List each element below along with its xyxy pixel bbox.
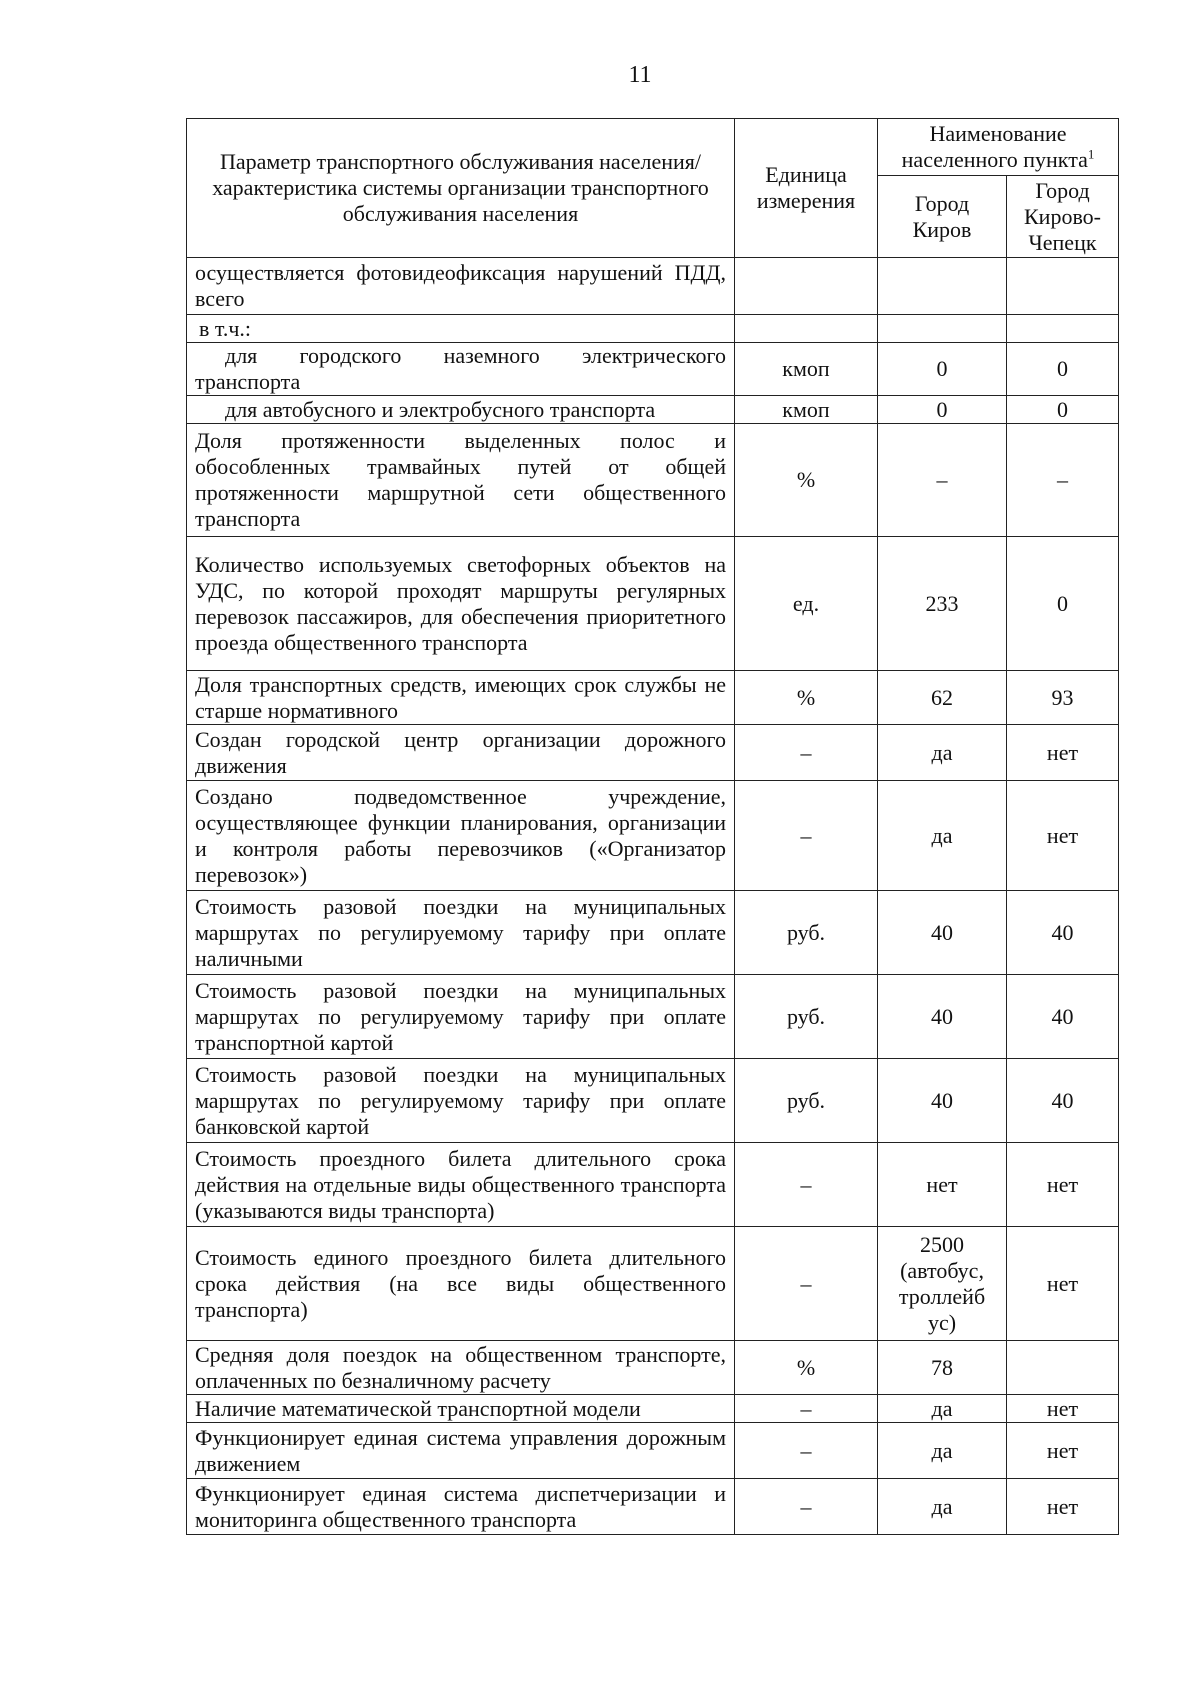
row-unit: – xyxy=(735,781,878,891)
row-unit xyxy=(735,258,878,315)
row-value-kirovo-chepetsk: 0 xyxy=(1007,537,1119,671)
row-value-kirovo-chepetsk: 40 xyxy=(1007,891,1119,975)
row-value-kirov: да xyxy=(878,1479,1007,1535)
row-value-kirov: – xyxy=(878,424,1007,537)
row-unit: руб. xyxy=(735,1059,878,1143)
row-value-kirov: 0 xyxy=(878,343,1007,396)
table-row xyxy=(187,781,1119,891)
table-row xyxy=(187,975,1119,1059)
table-row xyxy=(187,1395,1119,1423)
row-param: Стоимость проездного билета длительного срока действия на отдельные виды общественного транспорта (указываются виды транспорта) xyxy=(187,1143,735,1227)
row-unit: % xyxy=(735,671,878,725)
row-value-kirovo-chepetsk: нет xyxy=(1007,1423,1119,1479)
row-param: Количество используемых светофорных объектов на УДС, по которой проходят маршруты регулярных перевозок пассажиров, для обеспечения приоритетного проезда общественного транспорта xyxy=(187,537,735,671)
row-param: Стоимость разовой поездки на муниципальных маршрутах по регулируемому тарифу при оплате банковской картой xyxy=(187,1059,735,1143)
row-value-kirov: 78 xyxy=(878,1341,1007,1395)
row-value-kirovo-chepetsk: нет xyxy=(1007,1395,1119,1423)
row-value-kirovo-chepetsk: 40 xyxy=(1007,1059,1119,1143)
header-unit: Единица измерения xyxy=(735,119,878,258)
row-param: Создан городской центр организации дорожного движения xyxy=(187,725,735,781)
table-row xyxy=(187,1227,1119,1341)
row-value-kirovo-chepetsk xyxy=(1007,315,1119,343)
row-param: Наличие математической транспортной модели xyxy=(187,1395,735,1423)
row-unit: ед. xyxy=(735,537,878,671)
row-param: Стоимость разовой поездки на муниципальных маршрутах по регулируемому тарифу при оплате наличными xyxy=(187,891,735,975)
row-unit: кмоп xyxy=(735,396,878,424)
table-row xyxy=(187,1143,1119,1227)
row-param: Доля протяженности выделенных полос и обособленных трамвайных путей от общей протяженности маршрутной сети общественного транспорта xyxy=(187,424,735,537)
row-value-kirov: 233 xyxy=(878,537,1007,671)
row-unit: руб. xyxy=(735,975,878,1059)
row-param: Средняя доля поездок на общественном транспорте, оплаченных по безналичному расчету xyxy=(187,1341,735,1395)
row-value-kirovo-chepetsk: нет xyxy=(1007,725,1119,781)
row-value-kirovo-chepetsk: нет xyxy=(1007,1479,1119,1535)
table-row xyxy=(187,396,1119,424)
header-city-kirov: Город Киров xyxy=(878,176,1007,258)
row-param: Стоимость разовой поездки на муниципальных маршрутах по регулируемому тарифу при оплате транспортной картой xyxy=(187,975,735,1059)
table-row xyxy=(187,671,1119,725)
row-value-kirovo-chepetsk xyxy=(1007,1341,1119,1395)
row-value-kirov: 40 xyxy=(878,1059,1007,1143)
row-param: для автобусного и электробусного транспорта xyxy=(187,396,735,424)
row-unit: – xyxy=(735,1143,878,1227)
row-value-kirov: да xyxy=(878,725,1007,781)
row-param: Функционирует единая система диспетчеризации и мониторинга общественного транспорта xyxy=(187,1479,735,1535)
table-row xyxy=(187,891,1119,975)
row-value-kirovo-chepetsk: 40 xyxy=(1007,975,1119,1059)
row-unit: % xyxy=(735,1341,878,1395)
table-row xyxy=(187,258,1119,315)
row-value-kirovo-chepetsk xyxy=(1007,258,1119,315)
row-param: Доля транспортных средств, имеющих срок службы не старше нормативного xyxy=(187,671,735,725)
table-row xyxy=(187,315,1119,343)
table-row xyxy=(187,1059,1119,1143)
row-value-kirov: да xyxy=(878,1423,1007,1479)
header-param: Параметр транспортного обслуживания населения/ характеристика системы организации транспортного обслуживания населения xyxy=(187,119,735,258)
footnote-mark: 1 xyxy=(1087,146,1095,162)
header-city-kirovo-chepetsk: Город Кирово-Чепецк xyxy=(1007,176,1119,258)
row-param: Функционирует единая система управления дорожным движением xyxy=(187,1423,735,1479)
row-value-kirovo-chepetsk: нет xyxy=(1007,1143,1119,1227)
row-param: осуществляется фотовидеофиксация нарушений ПДД, всего xyxy=(187,258,735,315)
row-unit: – xyxy=(735,1227,878,1341)
row-unit xyxy=(735,315,878,343)
row-unit: – xyxy=(735,1423,878,1479)
row-value-kirovo-chepetsk: нет xyxy=(1007,1227,1119,1341)
row-unit: кмоп xyxy=(735,343,878,396)
row-unit: – xyxy=(735,725,878,781)
row-unit: – xyxy=(735,1479,878,1535)
table-row xyxy=(187,725,1119,781)
row-value-kirov: нет xyxy=(878,1143,1007,1227)
row-value-kirov xyxy=(878,258,1007,315)
header-settlement-group: Наименование населенного пункта$^1$ xyxy=(878,119,1119,176)
row-value-kirovo-chepetsk: 0 xyxy=(1007,396,1119,424)
table-row xyxy=(187,1423,1119,1479)
row-value-kirov: да xyxy=(878,781,1007,891)
row-value-kirov: 0 xyxy=(878,396,1007,424)
row-value-kirov: 62 xyxy=(878,671,1007,725)
row-value-kirov: 2500 (автобус, троллейб ус) xyxy=(878,1227,1007,1341)
page-number: 11 xyxy=(628,62,652,88)
row-value-kirov xyxy=(878,315,1007,343)
table-row xyxy=(187,424,1119,537)
table-row xyxy=(187,1479,1119,1535)
table-row xyxy=(187,537,1119,671)
row-value-kirov: 40 xyxy=(878,975,1007,1059)
row-unit: руб. xyxy=(735,891,878,975)
table-row xyxy=(187,343,1119,396)
row-value-kirovo-chepetsk: 0 xyxy=(1007,343,1119,396)
row-value-kirovo-chepetsk: – xyxy=(1007,424,1119,537)
row-value-kirov: да xyxy=(878,1395,1007,1423)
row-param: Создано подведомственное учреждение, осуществляющее функции планирования, организации и контроля работы перевозчиков («Организатор перевозок») xyxy=(187,781,735,891)
row-unit: – xyxy=(735,1395,878,1423)
row-value-kirov: 40 xyxy=(878,891,1007,975)
row-unit: % xyxy=(735,424,878,537)
row-value-kirovo-chepetsk: нет xyxy=(1007,781,1119,891)
row-param: Стоимость единого проездного билета длительного срока действия (на все виды общественного транспорта) xyxy=(187,1227,735,1341)
row-param: для городского наземного электрического транспорта xyxy=(187,343,735,396)
row-param: в т.ч.: xyxy=(187,315,735,343)
row-value-kirovo-chepetsk: 93 xyxy=(1007,671,1119,725)
transport-parameters-table xyxy=(186,118,1119,1535)
table-row xyxy=(187,1341,1119,1395)
